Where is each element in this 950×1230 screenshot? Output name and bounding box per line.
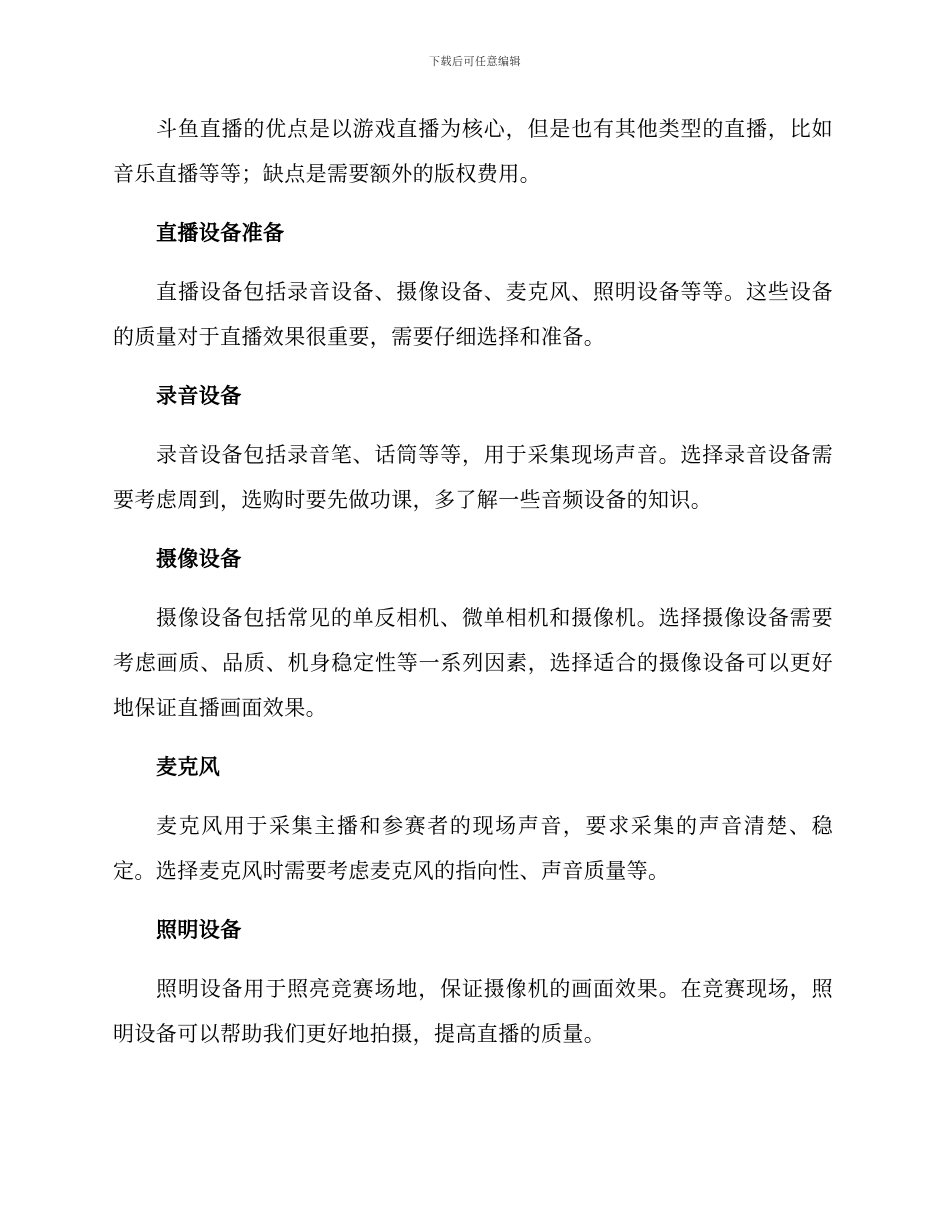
paragraph-camera-equipment: 摄像设备包括常见的单反相机、微单相机和摄像机。选择摄像设备需要考虑画质、品质、机身稳定性等一系列因素，选择适合的摄像设备可以更好地保证直播画面效果。 [113, 606, 833, 720]
heading-microphone: 麦克风 [156, 755, 221, 779]
paragraph-lighting-equipment: 照明设备用于照亮竞赛场地，保证摄像机的画面效果。在竞赛现场，照明设备可以帮助我们更好地拍摄，提高直播的质量。 [113, 977, 833, 1046]
paragraph-recording-equipment: 录音设备包括录音笔、话筒等等，用于采集现场声音。选择录音设备需要考虑周到，选购时要先做功课，多了解一些音频设备的知识。 [113, 443, 833, 512]
heading-recording-equipment: 录音设备 [156, 384, 242, 408]
paragraph-microphone: 麦克风用于采集主播和参赛者的现场声音，要求采集的声音清楚、稳定。选择麦克风时需要考虑麦克风的指向性、声音质量等。 [113, 814, 833, 883]
paragraph-douyu-pros-cons: 斗鱼直播的优点是以游戏直播为核心，但是也有其他类型的直播，比如音乐直播等等；缺点是需要额外的版权费用。 [113, 117, 833, 186]
paragraph-equipment-prep: 直播设备包括录音设备、摄像设备、麦克风、照明设备等等。这些设备的质量对于直播效果很重要，需要仔细选择和准备。 [113, 280, 833, 349]
heading-camera-equipment: 摄像设备 [156, 547, 242, 571]
document-body [113, 107, 833, 1071]
heading-lighting-equipment: 照明设备 [156, 918, 242, 942]
page-header: 下载后可任意编辑 [429, 55, 521, 68]
heading-equipment-prep: 直播设备准备 [156, 221, 285, 245]
